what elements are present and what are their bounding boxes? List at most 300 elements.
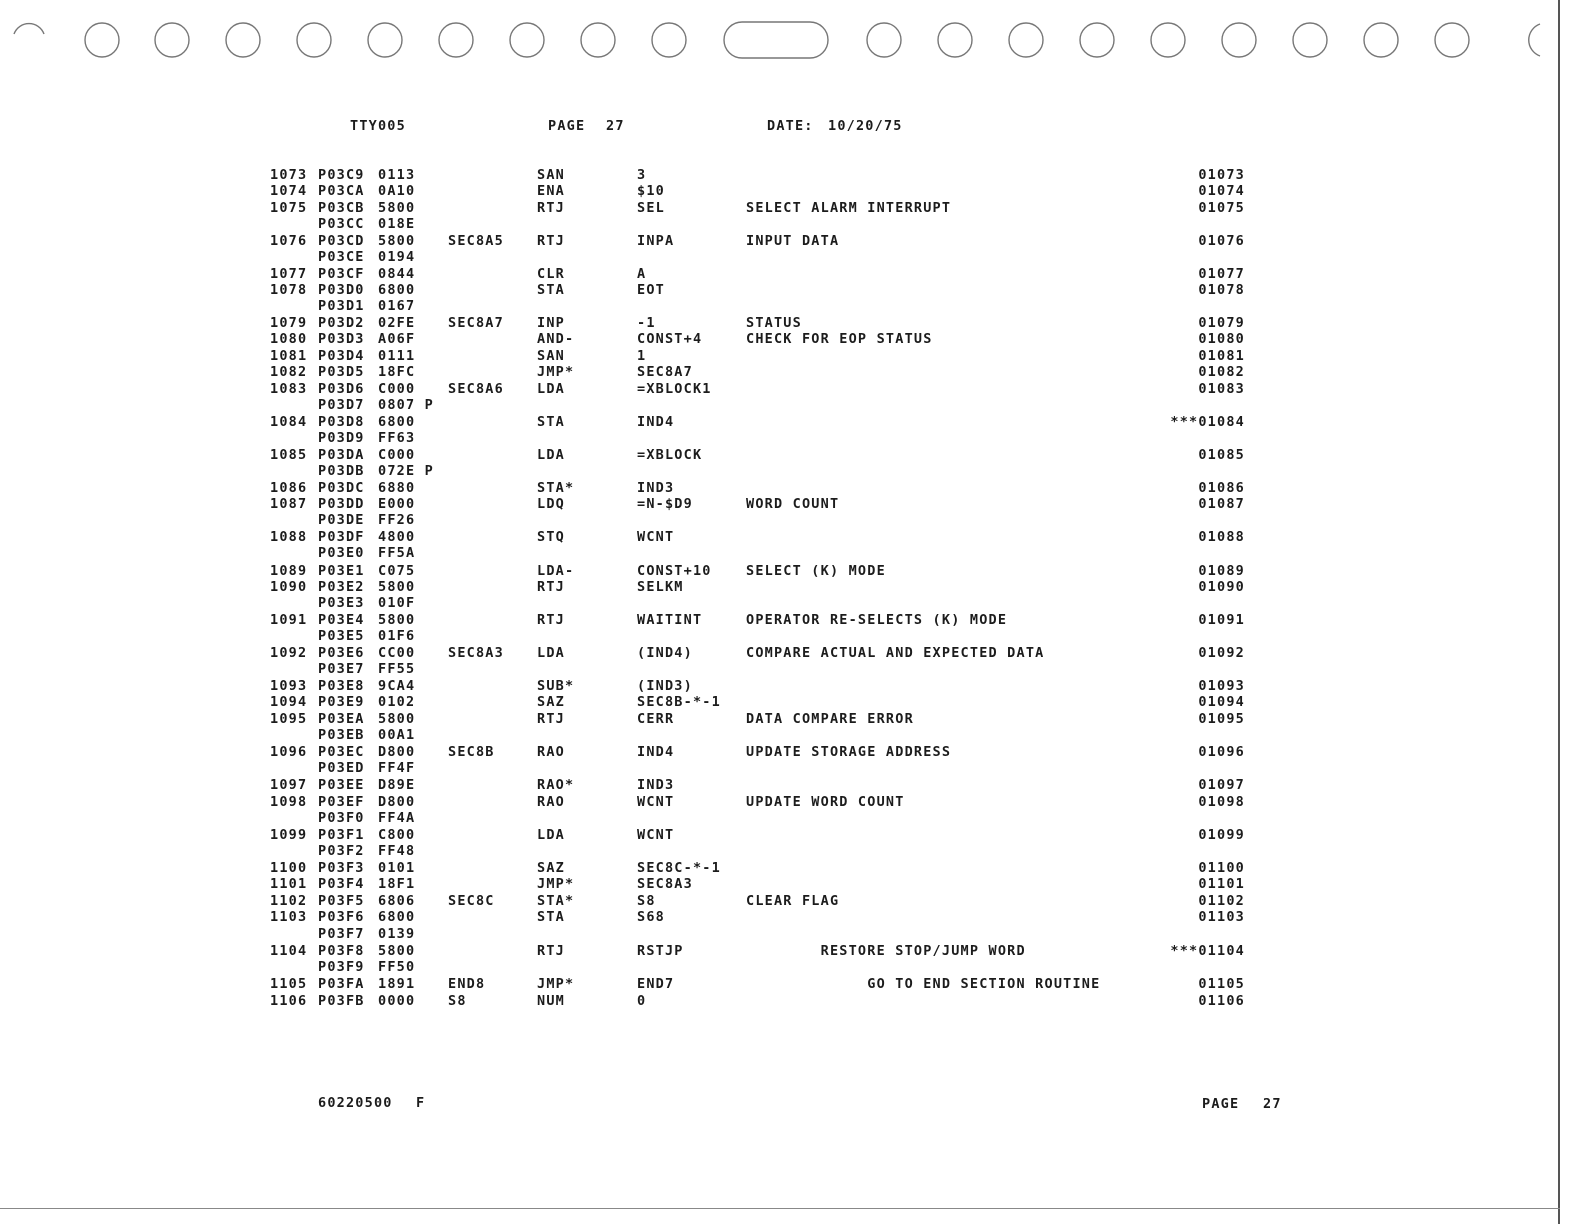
listing-row bbox=[0, 463, 1584, 479]
line-number: 1080 bbox=[270, 331, 308, 347]
listing-row bbox=[0, 414, 1584, 430]
line-number: 1073 bbox=[270, 167, 308, 183]
listing-row bbox=[0, 976, 1584, 992]
object-code: CC00 bbox=[378, 645, 416, 661]
feed-hole-icon bbox=[1529, 24, 1540, 56]
listing-row bbox=[0, 563, 1584, 579]
location-counter: P03CC bbox=[318, 216, 365, 232]
location-counter: P03DC bbox=[318, 480, 365, 496]
object-code: 01F6 bbox=[378, 628, 416, 644]
listing-row bbox=[0, 777, 1584, 793]
opcode: RAO bbox=[537, 794, 565, 810]
listing-row bbox=[0, 447, 1584, 463]
sequence-number: 01086 bbox=[1198, 480, 1245, 496]
operand: SEC8A7 bbox=[637, 364, 693, 380]
operand: CONST+10 bbox=[637, 563, 712, 579]
sequence-number: 01102 bbox=[1198, 893, 1245, 909]
sequence-number: 01095 bbox=[1198, 711, 1245, 727]
sequence-number: 01078 bbox=[1198, 282, 1245, 298]
location-counter: P03DB bbox=[318, 463, 365, 479]
object-code: FF4F bbox=[378, 760, 416, 776]
object-code: C000 bbox=[378, 381, 416, 397]
location-counter: P03F2 bbox=[318, 843, 365, 859]
opcode: STA* bbox=[537, 893, 575, 909]
comment: SELECT (K) MODE bbox=[746, 563, 886, 579]
listing-row bbox=[0, 827, 1584, 843]
feed-hole-icon bbox=[510, 23, 544, 57]
listing-row bbox=[0, 744, 1584, 760]
comment: GO TO END SECTION ROUTINE bbox=[746, 976, 1101, 992]
feed-slot-icon bbox=[724, 22, 828, 58]
location-counter: P03EA bbox=[318, 711, 365, 727]
operand: CERR bbox=[637, 711, 675, 727]
location-counter: P03E8 bbox=[318, 678, 365, 694]
sequence-number: 01093 bbox=[1198, 678, 1245, 694]
line-number: 1103 bbox=[270, 909, 308, 925]
listing-row bbox=[0, 216, 1584, 232]
listing-row bbox=[0, 282, 1584, 298]
listing-row bbox=[0, 579, 1584, 595]
object-code: 9CA4 bbox=[378, 678, 416, 694]
sequence-number: 01099 bbox=[1198, 827, 1245, 843]
source-label: SEC8B bbox=[448, 744, 495, 760]
listing-row bbox=[0, 496, 1584, 512]
header-page-number: 27 bbox=[606, 118, 625, 134]
listing-row bbox=[0, 595, 1584, 611]
location-counter: P03E2 bbox=[318, 579, 365, 595]
line-number: 1104 bbox=[270, 943, 308, 959]
sequence-number: 01074 bbox=[1198, 183, 1245, 199]
line-number: 1075 bbox=[270, 200, 308, 216]
line-number: 1105 bbox=[270, 976, 308, 992]
operand: WCNT bbox=[637, 794, 675, 810]
opcode: RTJ bbox=[537, 200, 565, 216]
opcode: RAO bbox=[537, 744, 565, 760]
feed-hole-icon bbox=[1009, 23, 1043, 57]
document-number: 60220500 bbox=[318, 1095, 393, 1111]
object-code: FF63 bbox=[378, 430, 416, 446]
sequence-number: 01092 bbox=[1198, 645, 1245, 661]
operand: IND4 bbox=[637, 414, 675, 430]
listing-row bbox=[0, 348, 1584, 364]
opcode: RTJ bbox=[537, 612, 565, 628]
listing-row bbox=[0, 794, 1584, 810]
location-counter: P03DE bbox=[318, 512, 365, 528]
feed-hole-icon bbox=[938, 23, 972, 57]
sequence-number: ***01084 bbox=[1170, 414, 1245, 430]
sequence-number: 01088 bbox=[1198, 529, 1245, 545]
object-code: 5800 bbox=[378, 612, 416, 628]
listing-row bbox=[0, 727, 1584, 743]
feed-hole-icon bbox=[1293, 23, 1327, 57]
object-code: FF26 bbox=[378, 512, 416, 528]
program-name: TTY005 bbox=[350, 118, 406, 134]
footer-page-label: PAGE bbox=[1202, 1096, 1240, 1112]
location-counter: P03CF bbox=[318, 266, 365, 282]
object-code: E000 bbox=[378, 496, 416, 512]
location-counter: P03F4 bbox=[318, 876, 365, 892]
line-number: 1088 bbox=[270, 529, 308, 545]
opcode: LDA- bbox=[537, 563, 575, 579]
line-number: 1093 bbox=[270, 678, 308, 694]
operand: 0 bbox=[637, 993, 647, 1009]
comment: DATA COMPARE ERROR bbox=[746, 711, 914, 727]
operand: SEC8A3 bbox=[637, 876, 693, 892]
operand: 3 bbox=[637, 167, 647, 183]
line-number: 1095 bbox=[270, 711, 308, 727]
sequence-number: 01090 bbox=[1198, 579, 1245, 595]
line-number: 1092 bbox=[270, 645, 308, 661]
location-counter: P03E4 bbox=[318, 612, 365, 628]
opcode: LDA bbox=[537, 827, 565, 843]
feed-hole-icon bbox=[1435, 23, 1469, 57]
sequence-number: 01089 bbox=[1198, 563, 1245, 579]
location-counter: P03DA bbox=[318, 447, 365, 463]
object-code: 5800 bbox=[378, 579, 416, 595]
opcode: RTJ bbox=[537, 579, 565, 595]
object-code: 0101 bbox=[378, 860, 416, 876]
line-number: 1094 bbox=[270, 694, 308, 710]
operand: IND3 bbox=[637, 777, 675, 793]
location-counter: P03F5 bbox=[318, 893, 365, 909]
object-code: A06F bbox=[378, 331, 416, 347]
sequence-number: 01082 bbox=[1198, 364, 1245, 380]
operand: RSTJP bbox=[637, 943, 684, 959]
feed-hole-icon bbox=[85, 23, 119, 57]
location-counter: P03F7 bbox=[318, 926, 365, 942]
listing-row bbox=[0, 364, 1584, 380]
object-code: FF55 bbox=[378, 661, 416, 677]
location-counter: P03F3 bbox=[318, 860, 365, 876]
location-counter: P03CA bbox=[318, 183, 365, 199]
feed-hole-icon bbox=[439, 23, 473, 57]
comment: UPDATE STORAGE ADDRESS bbox=[746, 744, 952, 760]
line-number: 1086 bbox=[270, 480, 308, 496]
object-code: D800 bbox=[378, 744, 416, 760]
line-number: 1097 bbox=[270, 777, 308, 793]
location-counter: P03D9 bbox=[318, 430, 365, 446]
feed-hole-icon bbox=[14, 24, 44, 34]
listing-row bbox=[0, 233, 1584, 249]
object-code: 6806 bbox=[378, 893, 416, 909]
object-code: C800 bbox=[378, 827, 416, 843]
object-code: 6800 bbox=[378, 909, 416, 925]
feed-hole-icon bbox=[1151, 23, 1185, 57]
listing-row bbox=[0, 645, 1584, 661]
footer-page-number: 27 bbox=[1263, 1096, 1282, 1112]
location-counter: P03E7 bbox=[318, 661, 365, 677]
listing-row bbox=[0, 266, 1584, 282]
location-counter: P03D7 bbox=[318, 397, 365, 413]
listing-row bbox=[0, 943, 1584, 959]
opcode: STA bbox=[537, 909, 565, 925]
tractor-feed-holes bbox=[0, 0, 1584, 80]
sequence-number: 01106 bbox=[1198, 993, 1245, 1009]
listing-row bbox=[0, 381, 1584, 397]
object-code: 0194 bbox=[378, 249, 416, 265]
header-date-label: DATE: bbox=[767, 118, 814, 134]
object-code: 6800 bbox=[378, 282, 416, 298]
operand: EOT bbox=[637, 282, 665, 298]
listing-row bbox=[0, 612, 1584, 628]
operand: S68 bbox=[637, 909, 665, 925]
opcode: RAO* bbox=[537, 777, 575, 793]
line-number: 1091 bbox=[270, 612, 308, 628]
comment: UPDATE WORD COUNT bbox=[746, 794, 905, 810]
object-code: 18F1 bbox=[378, 876, 416, 892]
listing-row bbox=[0, 249, 1584, 265]
operand: SEC8B-*-1 bbox=[637, 694, 721, 710]
opcode: STQ bbox=[537, 529, 565, 545]
operand: WCNT bbox=[637, 529, 675, 545]
object-code: D89E bbox=[378, 777, 416, 793]
line-number: 1077 bbox=[270, 266, 308, 282]
source-label: SEC8C bbox=[448, 893, 495, 909]
location-counter: P03C9 bbox=[318, 167, 365, 183]
opcode: JMP* bbox=[537, 876, 575, 892]
line-number: 1096 bbox=[270, 744, 308, 760]
location-counter: P03D1 bbox=[318, 298, 365, 314]
location-counter: P03EF bbox=[318, 794, 365, 810]
object-code: FF48 bbox=[378, 843, 416, 859]
object-code: 6800 bbox=[378, 414, 416, 430]
operand: =XBLOCK bbox=[637, 447, 703, 463]
listing-row bbox=[0, 315, 1584, 331]
page-edge bbox=[0, 1208, 1560, 1209]
object-code: 0139 bbox=[378, 926, 416, 942]
object-code: 072E P bbox=[378, 463, 434, 479]
opcode: SAZ bbox=[537, 860, 565, 876]
opcode: RTJ bbox=[537, 711, 565, 727]
location-counter: P03EE bbox=[318, 777, 365, 793]
source-label: SEC8A6 bbox=[448, 381, 504, 397]
object-code: 0A10 bbox=[378, 183, 416, 199]
operand: WAITINT bbox=[637, 612, 703, 628]
sequence-number: 01083 bbox=[1198, 381, 1245, 397]
location-counter: P03D2 bbox=[318, 315, 365, 331]
comment: OPERATOR RE-SELECTS (K) MODE bbox=[746, 612, 1008, 628]
sequence-number: 01100 bbox=[1198, 860, 1245, 876]
line-number: 1090 bbox=[270, 579, 308, 595]
opcode: AND- bbox=[537, 331, 575, 347]
location-counter: P03E5 bbox=[318, 628, 365, 644]
opcode: ENA bbox=[537, 183, 565, 199]
operand: =N-$D9 bbox=[637, 496, 693, 512]
listing-row bbox=[0, 810, 1584, 826]
object-code: 0102 bbox=[378, 694, 416, 710]
opcode: SAN bbox=[537, 348, 565, 364]
page-edge bbox=[1558, 0, 1560, 1224]
listing-row bbox=[0, 678, 1584, 694]
sequence-number: 01087 bbox=[1198, 496, 1245, 512]
feed-hole-icon bbox=[867, 23, 901, 57]
listing-row bbox=[0, 167, 1584, 183]
header-date: 10/20/75 bbox=[828, 118, 903, 134]
listing-row bbox=[0, 529, 1584, 545]
opcode: STA bbox=[537, 282, 565, 298]
opcode: JMP* bbox=[537, 364, 575, 380]
sequence-number: 01103 bbox=[1198, 909, 1245, 925]
operand: CONST+4 bbox=[637, 331, 703, 347]
opcode: JMP* bbox=[537, 976, 575, 992]
location-counter: P03D4 bbox=[318, 348, 365, 364]
line-number: 1099 bbox=[270, 827, 308, 843]
comment: CLEAR FLAG bbox=[746, 893, 840, 909]
listing-row bbox=[0, 331, 1584, 347]
listing-row bbox=[0, 661, 1584, 677]
location-counter: P03D6 bbox=[318, 381, 365, 397]
location-counter: P03ED bbox=[318, 760, 365, 776]
line-number: 1102 bbox=[270, 893, 308, 909]
location-counter: P03D5 bbox=[318, 364, 365, 380]
location-counter: P03E1 bbox=[318, 563, 365, 579]
location-counter: P03D3 bbox=[318, 331, 365, 347]
sequence-number: 01101 bbox=[1198, 876, 1245, 892]
opcode: RTJ bbox=[537, 233, 565, 249]
line-number: 1082 bbox=[270, 364, 308, 380]
listing-row bbox=[0, 711, 1584, 727]
location-counter: P03F9 bbox=[318, 959, 365, 975]
object-code: 010F bbox=[378, 595, 416, 611]
sequence-number: 01097 bbox=[1198, 777, 1245, 793]
sequence-number: 01081 bbox=[1198, 348, 1245, 364]
sequence-number: 01075 bbox=[1198, 200, 1245, 216]
sequence-number: 01098 bbox=[1198, 794, 1245, 810]
line-number: 1089 bbox=[270, 563, 308, 579]
object-code: 5800 bbox=[378, 711, 416, 727]
listing-row bbox=[0, 694, 1584, 710]
location-counter: P03DD bbox=[318, 496, 365, 512]
operand: 1 bbox=[637, 348, 647, 364]
sequence-number: 01096 bbox=[1198, 744, 1245, 760]
listing-row bbox=[0, 183, 1584, 199]
comment: CHECK FOR EOP STATUS bbox=[746, 331, 933, 347]
operand: IND4 bbox=[637, 744, 675, 760]
object-code: 5800 bbox=[378, 233, 416, 249]
feed-hole-icon bbox=[1364, 23, 1398, 57]
location-counter: P03E3 bbox=[318, 595, 365, 611]
location-counter: P03FA bbox=[318, 976, 365, 992]
location-counter: P03D8 bbox=[318, 414, 365, 430]
line-number: 1076 bbox=[270, 233, 308, 249]
sequence-number: ***01104 bbox=[1170, 943, 1245, 959]
line-number: 1084 bbox=[270, 414, 308, 430]
operand: SELKM bbox=[637, 579, 684, 595]
source-label: END8 bbox=[448, 976, 486, 992]
object-code: 02FE bbox=[378, 315, 416, 331]
opcode: LDA bbox=[537, 381, 565, 397]
comment: COMPARE ACTUAL AND EXPECTED DATA bbox=[746, 645, 1045, 661]
listing-row bbox=[0, 909, 1584, 925]
operand: END7 bbox=[637, 976, 675, 992]
header-page-label: PAGE bbox=[548, 118, 586, 134]
location-counter: P03E6 bbox=[318, 645, 365, 661]
line-number: 1100 bbox=[270, 860, 308, 876]
listing-row bbox=[0, 200, 1584, 216]
comment: RESTORE STOP/JUMP WORD bbox=[746, 943, 1026, 959]
object-code: 5800 bbox=[378, 200, 416, 216]
location-counter: P03F6 bbox=[318, 909, 365, 925]
object-code: 0000 bbox=[378, 993, 416, 1009]
source-label: SEC8A5 bbox=[448, 233, 504, 249]
opcode: SAN bbox=[537, 167, 565, 183]
source-label: S8 bbox=[448, 993, 467, 1009]
line-number: 1081 bbox=[270, 348, 308, 364]
sequence-number: 01073 bbox=[1198, 167, 1245, 183]
source-label: SEC8A7 bbox=[448, 315, 504, 331]
listing-row bbox=[0, 876, 1584, 892]
feed-hole-icon bbox=[226, 23, 260, 57]
comment: WORD COUNT bbox=[746, 496, 840, 512]
location-counter: P03CB bbox=[318, 200, 365, 216]
operand: =XBLOCK1 bbox=[637, 381, 712, 397]
opcode: LDA bbox=[537, 645, 565, 661]
opcode: LDQ bbox=[537, 496, 565, 512]
operand: -1 bbox=[637, 315, 656, 331]
line-number: 1074 bbox=[270, 183, 308, 199]
listing-row bbox=[0, 430, 1584, 446]
object-code: 4800 bbox=[378, 529, 416, 545]
location-counter: P03EB bbox=[318, 727, 365, 743]
listing-row bbox=[0, 860, 1584, 876]
line-number: 1087 bbox=[270, 496, 308, 512]
line-number: 1078 bbox=[270, 282, 308, 298]
listing-row bbox=[0, 512, 1584, 528]
operand: IND3 bbox=[637, 480, 675, 496]
object-code: 6880 bbox=[378, 480, 416, 496]
location-counter: P03D0 bbox=[318, 282, 365, 298]
opcode: SUB* bbox=[537, 678, 575, 694]
object-code: 0113 bbox=[378, 167, 416, 183]
location-counter: P03CD bbox=[318, 233, 365, 249]
listing-row bbox=[0, 545, 1584, 561]
sequence-number: 01094 bbox=[1198, 694, 1245, 710]
line-number: 1083 bbox=[270, 381, 308, 397]
feed-hole-icon bbox=[1080, 23, 1114, 57]
opcode: INP bbox=[537, 315, 565, 331]
operand: INPA bbox=[637, 233, 675, 249]
location-counter: P03F8 bbox=[318, 943, 365, 959]
object-code: 0844 bbox=[378, 266, 416, 282]
feed-hole-icon bbox=[368, 23, 402, 57]
listing-row bbox=[0, 760, 1584, 776]
sequence-number: 01077 bbox=[1198, 266, 1245, 282]
location-counter: P03E0 bbox=[318, 545, 365, 561]
feed-hole-icon bbox=[652, 23, 686, 57]
listing-row bbox=[0, 397, 1584, 413]
feed-hole-icon bbox=[297, 23, 331, 57]
operand: $10 bbox=[637, 183, 665, 199]
object-code: 00A1 bbox=[378, 727, 416, 743]
line-number: 1101 bbox=[270, 876, 308, 892]
listing-row bbox=[0, 926, 1584, 942]
comment: STATUS bbox=[746, 315, 802, 331]
comment: SELECT ALARM INTERRUPT bbox=[746, 200, 952, 216]
feed-hole-icon bbox=[581, 23, 615, 57]
object-code: 18FC bbox=[378, 364, 416, 380]
listing-row bbox=[0, 480, 1584, 496]
source-label: SEC8A3 bbox=[448, 645, 504, 661]
opcode: STA* bbox=[537, 480, 575, 496]
location-counter: P03E9 bbox=[318, 694, 365, 710]
sequence-number: 01091 bbox=[1198, 612, 1245, 628]
line-number: 1079 bbox=[270, 315, 308, 331]
operand: (IND4) bbox=[637, 645, 693, 661]
line-number: 1085 bbox=[270, 447, 308, 463]
object-code: D800 bbox=[378, 794, 416, 810]
line-number: 1106 bbox=[270, 993, 308, 1009]
opcode: LDA bbox=[537, 447, 565, 463]
